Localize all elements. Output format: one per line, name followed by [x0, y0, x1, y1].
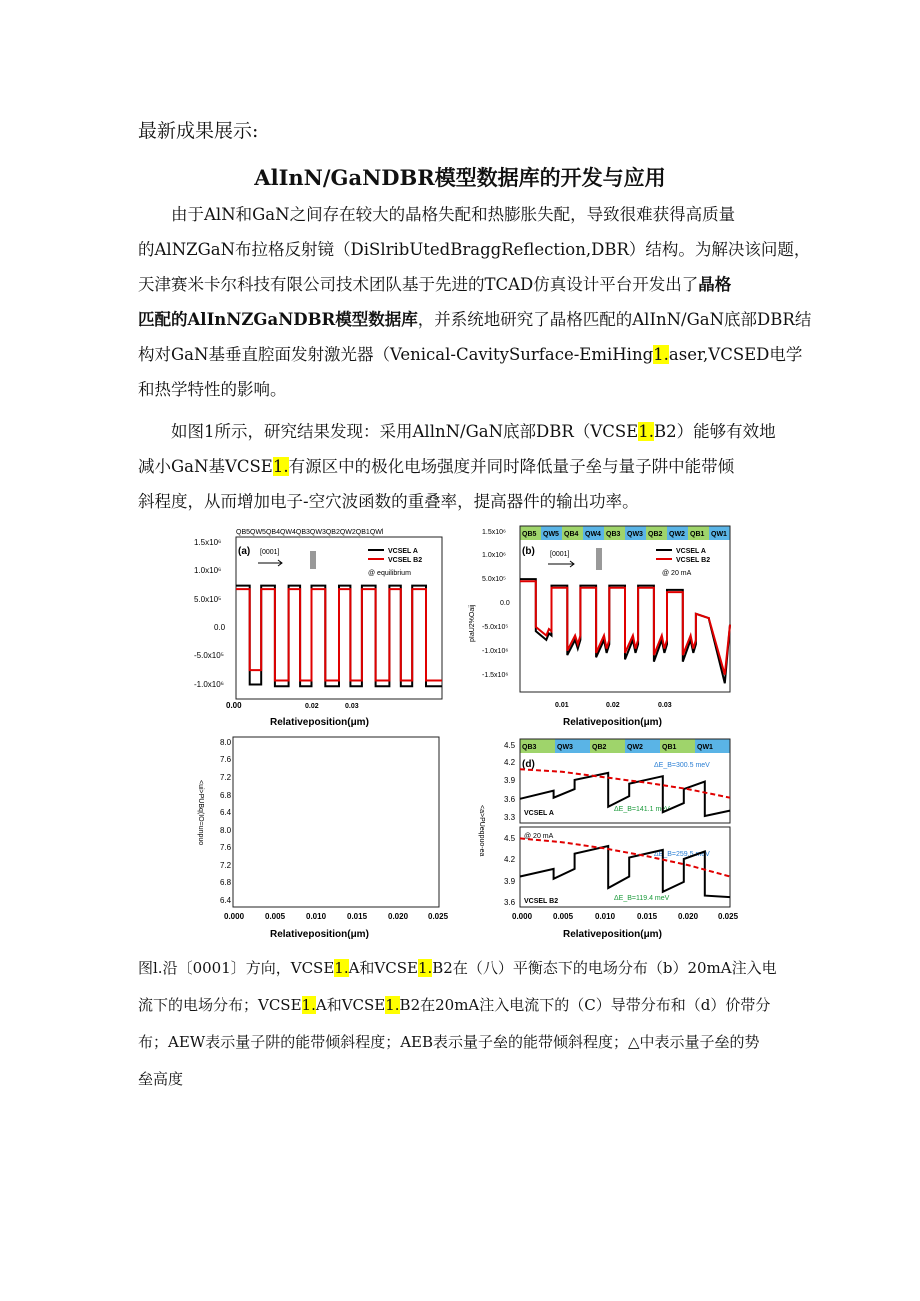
x-tick: 0.010 — [306, 912, 327, 921]
highlight: 1. — [272, 457, 289, 476]
x-axis-label: Relativeposition(μm) — [563, 717, 662, 728]
x-tick: 0.025 — [718, 912, 739, 921]
x-tick: 0.00 — [226, 701, 242, 710]
device-label: VCSEL A — [524, 810, 554, 817]
x-tick-labels — [224, 912, 449, 921]
x-axis-label: Relativeposition(μm) — [563, 929, 662, 940]
region-label: QW2 — [669, 531, 685, 538]
text-span: 构对GaN基垂直腔面发射激光器（Venical-CavitySurface-EmiHing — [138, 345, 654, 364]
figure-caption — [138, 950, 788, 1098]
paragraph-1 — [138, 197, 812, 407]
x-tick: 0.005 — [553, 912, 574, 921]
y-tick-labels — [504, 741, 516, 907]
bold-text: 匹配的AlInNZGaNDBR模型数据库 — [138, 310, 418, 329]
x-axis-label: Relativeposition(μm) — [270, 929, 369, 940]
region-label: QB2 — [648, 531, 663, 538]
y-tick: 1.0x10⁶ — [194, 566, 222, 575]
caption-line — [138, 987, 788, 1024]
text-span: B2）能够有效地 — [653, 422, 776, 441]
y-tick-labels — [482, 529, 510, 679]
y-tick: 5.0x10⁵ — [482, 576, 506, 583]
series-line-2 — [520, 846, 730, 897]
text-span: 天津赛米卡尔科技有限公司技术团队基于先进的TCAD仿真设计平台开发出了 — [138, 275, 699, 294]
region-label: QW1 — [697, 744, 713, 751]
highlight: 1. — [653, 345, 669, 364]
y-tick: 4.5 — [504, 834, 516, 843]
y-tick: 6.4 — [220, 896, 232, 905]
x-tick: 0.03 — [345, 703, 359, 710]
x-tick-labels — [512, 912, 739, 921]
region-label: QW1 — [711, 531, 727, 538]
condition-label: @ equilibrium — [368, 570, 411, 577]
legend-label: VCSEL A — [388, 548, 418, 555]
x-tick: 0.02 — [606, 702, 620, 709]
y-tick: 7.2 — [220, 861, 232, 870]
y-tick: 3.9 — [504, 877, 516, 886]
y-tick: 1.5x10⁶ — [482, 529, 506, 536]
region-strip-label: QB5QW5QB4QW4QB3QW3QB2QW2QB1QWl — [236, 529, 384, 536]
y-tick: -1.0x10⁶ — [482, 648, 509, 655]
para1-line — [138, 232, 811, 267]
paragraph-2 — [138, 414, 788, 519]
delta-eb-label: ΔE_B=119.4 meV — [614, 895, 670, 902]
y-tick: -1.5x10⁶ — [482, 672, 509, 679]
region-label: QW3 — [627, 531, 643, 538]
x-tick: 0.020 — [678, 912, 699, 921]
x-tick: 0.02 — [305, 703, 319, 710]
delta-eb-label: ΔE_B=141.1 meV — [614, 806, 670, 813]
text-span: 如图1所示，研究结果发现：采用AllnN/GaN底部DBR（VCSE — [171, 422, 639, 441]
para1-line — [138, 267, 788, 302]
text-span: 由于AlN和GaN之间存在较大的晶格失配和热膨胀失配，导致很难获得高质量 — [171, 205, 736, 224]
x-tick: 0.005 — [265, 912, 286, 921]
y-tick: 3.6 — [504, 898, 516, 907]
region-label: QW2 — [627, 744, 643, 751]
x-tick: 0.025 — [428, 912, 449, 921]
region-label: QW5 — [543, 531, 559, 538]
text-span: B2在20mA注入电流下的（C）导带分布和（d）价带分 — [399, 996, 771, 1014]
y-tick: -1.0x10⁶ — [194, 680, 224, 689]
section-heading: 最新成果展示: — [138, 120, 259, 142]
text-span: 布；AEW表示量子阱的能带倾斜程度；AEB表示量子垒的能带倾斜程度；△中表示量子垒的势 — [138, 1033, 760, 1051]
direction-label: [0001] — [260, 549, 280, 556]
panel-label: (b) — [522, 546, 535, 557]
condition-label: @ 20 mA — [524, 833, 554, 840]
text-span: 垒高度 — [138, 1070, 184, 1088]
plot-frame — [233, 737, 439, 907]
x-tick: 0.01 — [555, 702, 569, 709]
y-tick: 7.6 — [220, 755, 232, 764]
y-tick: 8.0 — [220, 826, 232, 835]
panel-label: (d) — [522, 759, 535, 770]
text-span: 斜程度，从而增加电子-空穴波函数的重叠率，提高器件的输出功率。 — [138, 492, 639, 511]
delta-eb-label: ΔE_B=300.5 meV — [654, 762, 710, 769]
y-tick: 4.5 — [504, 741, 516, 750]
region-label: QB2 — [592, 744, 607, 751]
text-span: 有源区中的极化电场强度并同时降低量子垒与量子阱中能带倾 — [288, 457, 735, 476]
y-tick: 7.6 — [220, 843, 232, 852]
caption-line — [138, 1024, 788, 1061]
x-tick: 0.015 — [637, 912, 658, 921]
highlight: 1. — [301, 996, 316, 1014]
x-tick: 0.010 — [595, 912, 616, 921]
y-tick: 1.0x10⁶ — [482, 552, 506, 559]
text-span: aser,VCSED电学 — [668, 345, 803, 364]
text-span: A和VCSE — [315, 996, 386, 1014]
y-tick: 6.8 — [220, 878, 232, 887]
article-title: AlInN/GaNDBR模型数据库的开发与应用 — [254, 165, 666, 190]
figure-panel-c — [190, 735, 455, 940]
y-tick: 6.8 — [220, 791, 232, 800]
y-axis-label: <ui>PUBq(IO=unpuo — [197, 780, 204, 846]
highlight: 1. — [334, 959, 349, 977]
y-tick: 6.4 — [220, 808, 232, 817]
direction-arrow — [548, 561, 574, 567]
para2-line — [138, 484, 788, 519]
legend-label: VCSEL B2 — [388, 557, 423, 564]
highlight: 1. — [385, 996, 400, 1014]
legend-label: VCSEL B2 — [676, 557, 711, 564]
y-tick: 4.2 — [504, 855, 516, 864]
text-span: 和热学特性的影响。 — [138, 380, 287, 399]
y-tick: 4.2 — [504, 758, 516, 767]
direction-label: [0001] — [550, 551, 570, 558]
figure-panel-a — [190, 525, 455, 730]
para2-line — [138, 449, 788, 484]
text-span: 图l.沿〔0001〕方向，VCSE — [138, 959, 335, 977]
condition-label: @ 20 mA — [662, 570, 692, 577]
y-tick: 7.2 — [220, 773, 232, 782]
para1-line — [138, 372, 788, 407]
structure-sketch — [310, 551, 316, 569]
region-label: QB4 — [564, 531, 579, 538]
caption-line — [138, 1061, 788, 1098]
para1-line — [138, 197, 788, 232]
y-tick: 0.0 — [214, 623, 226, 632]
highlight: 1. — [638, 422, 654, 441]
y-tick: 3.3 — [504, 813, 516, 822]
figure-panel-b — [469, 522, 740, 730]
figure-panel-d — [478, 735, 740, 940]
panel-label: (a) — [238, 546, 251, 557]
region-label: QW4 — [585, 531, 601, 538]
x-tick: 0.000 — [224, 912, 245, 921]
series-line-1 — [520, 581, 730, 674]
region-label: QB5 — [522, 531, 537, 538]
text-span: 的AlNZGaN布拉格反射镜（DiSlribUtedBraggReflection,DBR）结构。为解决该问题， — [138, 240, 811, 259]
structure-sketch — [596, 548, 602, 570]
region-label: QB3 — [606, 531, 621, 538]
text-span: B2在（八）平衡态下的电场分布（b）20mA注入电 — [432, 959, 777, 977]
para1-line — [138, 302, 812, 337]
plot-area — [520, 579, 730, 683]
device-label: VCSEL B2 — [524, 898, 559, 905]
x-tick: 0.03 — [658, 702, 672, 709]
region-label: QB3 — [522, 744, 537, 751]
region-label: QB1 — [690, 531, 705, 538]
delta-eb-label: ΔE_B=259.5 meV — [654, 851, 710, 858]
bold-text: 晶格 — [698, 275, 732, 294]
highlight: 1. — [417, 959, 433, 977]
y-tick: 1.5x10⁶ — [194, 538, 222, 547]
y-axis-label: <a>PUeqpuo-ea — [478, 805, 485, 857]
x-axis-label: Relativeposition(μm) — [270, 717, 369, 728]
y-tick-labels — [194, 538, 226, 689]
x-tick: 0.015 — [347, 912, 368, 921]
region-label: QB1 — [662, 744, 677, 751]
legend-label: VCSEL A — [676, 548, 706, 555]
text-span: 流下的电场分布；VCSE — [138, 996, 302, 1014]
text-span: 减小GaN基VCSE — [138, 457, 273, 476]
y-tick: -5.0x10⁵ — [194, 651, 224, 660]
y-tick-labels — [220, 738, 232, 905]
caption-line — [138, 950, 788, 987]
x-tick: 0.000 — [512, 912, 533, 921]
y-axis-label: pIaU2%Oaij — [469, 604, 476, 642]
region-label: QW3 — [557, 744, 573, 751]
text-span: A和VCSE — [348, 959, 418, 977]
x-tick: 0.020 — [388, 912, 409, 921]
y-tick: -5.0x10⁵ — [482, 624, 509, 631]
para2-line — [138, 414, 788, 449]
y-tick: 3.6 — [504, 795, 516, 804]
y-tick: 0.0 — [500, 600, 510, 607]
para1-line — [138, 337, 803, 372]
y-tick: 8.0 — [220, 738, 232, 747]
y-tick: 5.0x10⁵ — [194, 595, 222, 604]
y-tick: 3.9 — [504, 776, 516, 785]
text-span: ，并系统地研究了晶格匹配的AlInN/GaN底部DBR结 — [417, 310, 812, 329]
